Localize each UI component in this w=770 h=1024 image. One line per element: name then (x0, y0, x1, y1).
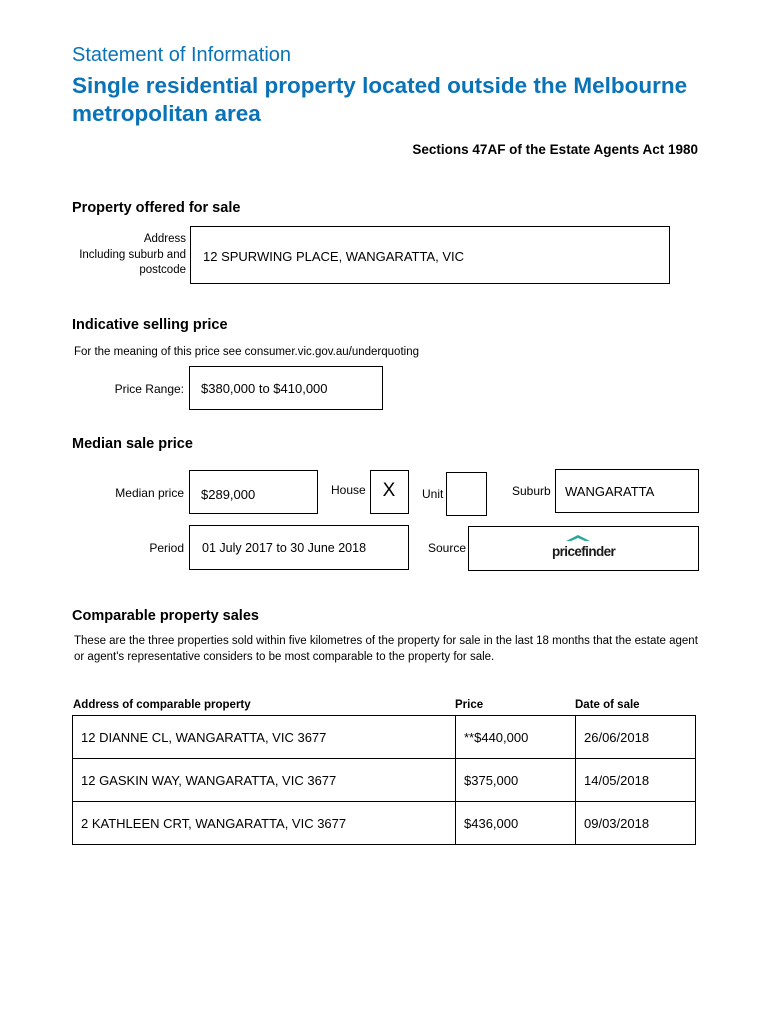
house-label: House (331, 483, 366, 497)
median-price-value: $289,000 (201, 487, 256, 502)
period-label: Period (149, 541, 184, 555)
suburb-field[interactable] (555, 469, 699, 513)
column-header-address: Address of comparable property (73, 699, 251, 711)
unit-label: Unit (422, 487, 444, 501)
comparable-price-cell: $375,000 (456, 759, 576, 802)
address-label (72, 232, 186, 279)
suburb-value: WANGARATTA (565, 484, 655, 499)
page-title: Single residential property located outside the Melbourne metropolitan area (72, 73, 688, 126)
house-check-mark: X (382, 480, 396, 501)
address-label-line2: Including suburb and (79, 248, 186, 261)
table-row (73, 716, 696, 759)
comparable-heading: Comparable property sales (72, 608, 259, 624)
house-checkbox[interactable] (370, 470, 409, 514)
price-range-label: Price Range: (114, 382, 184, 396)
address-label-line3: postcode (139, 264, 186, 276)
period-field[interactable] (189, 525, 409, 570)
comparable-price-cell: **$440,000 (456, 716, 576, 759)
pricefinder-logo (552, 533, 616, 561)
sections-reference: Sections 47AF of the Estate Agents Act 1980 (412, 142, 698, 157)
median-price-label: Median price (115, 486, 184, 500)
median-heading: Median sale price (72, 436, 193, 452)
median-price-field[interactable] (189, 470, 318, 514)
table-row (73, 802, 696, 845)
address-label-line1: Address (143, 233, 186, 245)
comparable-date-cell: 09/03/2018 (576, 802, 696, 845)
comparable-price-cell: $436,000 (456, 802, 576, 845)
comparable-address-cell: 12 GASKIN WAY, WANGARATTA, VIC 3677 (73, 759, 456, 802)
comparable-date-cell: 14/05/2018 (576, 759, 696, 802)
pricefinder-logo-text: pricefinder (552, 544, 616, 559)
comparable-description: These are the three properties sold within five kilometres of the property for sale in the last 18 months that the estate agent or agent's representative considers to be most comparable to the property for sale. (74, 635, 698, 663)
comparable-sales-table (72, 715, 696, 845)
comparable-address-cell: 12 DIANNE CL, WANGARATTA, VIC 3677 (73, 716, 456, 759)
indicative-heading: Indicative selling price (72, 317, 228, 333)
address-value: 12 SPURWING PLACE, WANGARATTA, VIC (203, 249, 465, 264)
price-range-field[interactable] (189, 366, 383, 410)
property-offered-heading: Property offered for sale (72, 200, 241, 216)
statement-heading: Statement of Information (72, 44, 292, 66)
source-label: Source (428, 541, 467, 555)
address-field[interactable] (190, 226, 670, 284)
table-row (73, 759, 696, 802)
price-range-value: $380,000 to $410,000 (201, 381, 328, 396)
period-value: 01 July 2017 to 30 June 2018 (202, 541, 367, 555)
suburb-label: Suburb (512, 484, 551, 498)
comparable-date-cell: 26/06/2018 (576, 716, 696, 759)
column-header-price: Price (455, 699, 484, 711)
column-header-date: Date of sale (575, 699, 640, 711)
unit-checkbox[interactable] (446, 472, 487, 516)
underquoting-note: For the meaning of this price see consumer.vic.gov.au/underquoting (74, 346, 419, 358)
comparable-address-cell: 2 KATHLEEN CRT, WANGARATTA, VIC 3677 (73, 802, 456, 845)
